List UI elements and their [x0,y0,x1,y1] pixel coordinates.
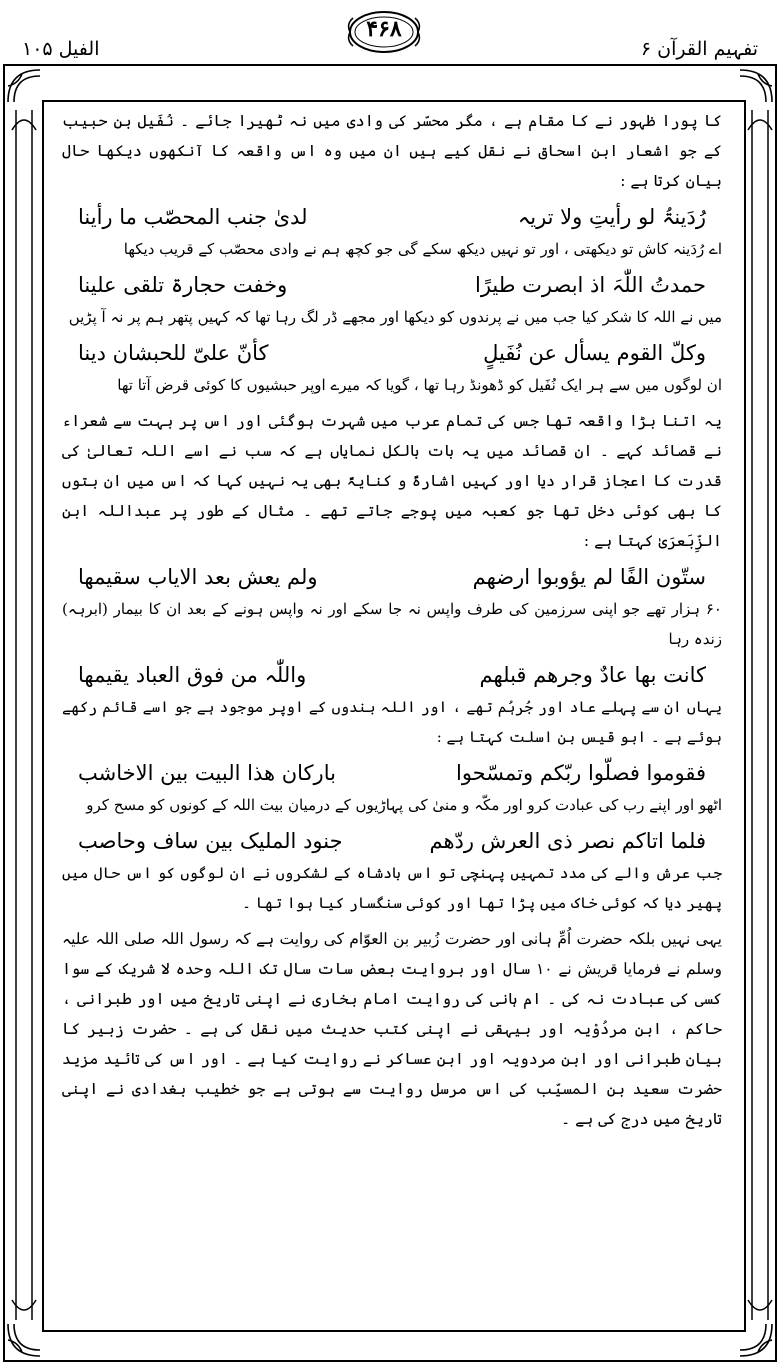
verse-first-half: فلما اتاکم نصر ذی العرش ردّهم [429,829,706,853]
verse-translation: ان لوگوں میں سے ہر ایک نُفَیل کو ڈھونڈ رہا تھا ، گویا کہ میرے اوپر حبشیوں کا کوئی قرض آتا تھا [117,376,722,394]
book-title: تفہیم القرآن ۶ [640,38,758,60]
verse-second-half: باركان هذا البيت بين الاخاشب [78,761,336,785]
verse-translation: اٹھو اور اپنے رب کی عبادت کرو اور مکّہ و منیٰ کی پہاڑیوں کے درمیان بیت اللہ کے کونوں کو مسح کرو [86,796,722,814]
commentary-paragraph: یہ اتنا بڑا واقعہ تھا جس کی تمام عرب میں شہرت ہوگئی اور اس پر بہت سے شعراء نے قصائد کہے ۔ ان قصائد میں یہ بات بالکل نمایاں ہے کہ سب نے اسے اللہ تعالیٰ کی قدرت کا اعجاز قرار دیا اور کہیں اشارۃً و کنایۃً بھی یہ نہیں کہا کہ اس میں ان بتوں کا بھی کوئی دخل تھا جو کعبہ میں پوجے جاتے تھے ۔ مثال کے طور پر عبداللہ ابن الزِّبَعرَیٰ کہتا ہے : [62,412,722,550]
corner-ornament-icon [4,66,44,106]
verse-7 [62,826,722,856]
page-number: ۴۶۸ [366,16,402,42]
page-header [0,0,784,66]
corner-ornament-icon [736,1320,776,1360]
verse-first-half: فقوموا فصلّوا ربّکم وتمسّحوا [455,761,706,785]
verse-first-half: ستّون الفًا لم یؤوبوا ارضهم [472,565,706,589]
verse-5 [62,660,722,690]
surah-title: الفیل ۱۰۵ [22,38,100,60]
verse-first-half: حمدتُ اللّٰہَ اذ ابصرت طیرًا [474,273,706,297]
intro-paragraph: کا پورا ظہور نے کا مقام ہے ، مگر محسّر کی وادی میں نہ ٹھیرا جائے ۔ نُفَیل بن حبیب کے جو اشعار ابن اسحاق نے نقل کیے ہیں ان میں وہ اس واقعہ کا آنکھوں دیکھا حال بیان کرتا ہے : [62,112,722,190]
verse-3 [62,338,722,368]
verse-translation: میں نے اللہ کا شکر کیا جب میں نے پرندوں کو دیکھا اور مجھے ڈر لگ رہا تھا کہ کہیں پتھر ہم پر نہ آ پڑیں [68,308,722,326]
right-column-ornament-icon [746,110,776,1320]
corner-ornament-icon [736,66,776,106]
verse-second-half: ولم یعش بعد الایاب سقیمها [78,565,318,589]
verse-translation: ۶۰ ہزار تھے جو اپنی سرزمین کی طرف واپس نہ جا سکے اور نہ واپس ہونے کے بعد ان کا بیمار (ابرہہ) زندہ رہا [62,600,722,648]
verse-translation: یہاں ان سے پہلے عاد اور جُرہُم تھے ، اور اللہ بندوں کے اوپر موجود ہے جو اسے قائم رکھے ہوئے ہے ۔ ابو قیس بن اسلت کہتا ہے : [62,698,722,746]
left-column-ornament-icon [8,110,38,1320]
verse-4 [62,562,722,592]
verse-2 [62,270,722,300]
closing-paragraph: یہی نہیں بلکہ حضرت اُمِّ ہانی اور حضرت زُبیر بن العوّام کی روایت ہے کہ رسول اللہ صلی اللہ علیہ وسلم نے فرمایا قریش نے ۱۰ سال اور بروایت بعض سات سال تک اللہ وحدہ لا شریک کے سوا کسی کی عبادت نہ کی ۔ ام ہانی کی روایت امام بخاری نے اپنی تاریخ میں اور طبرانی ، حاکم ، ابن مردُوْیہ اور بیہقی نے اپنی کتب حدیث میں نقل کی ہے ۔ حضرت زبیر کا بیان طبرانی اور ابن مردویہ اور ابن عساکر نے روایت کیا ہے ۔ اور اس کی تائید مزید حضرت سعید بن المسیّب کی اس مرسل روایت سے ہوتی ہے جو خطیب بغدادی نے اپنی تاریخ میں درج کی ہے ۔ [62,930,722,1128]
verse-second-half: کأنّ علیّ للحبشان دینا [78,341,269,365]
page-body [62,106,722,1134]
verse-second-half: جنود الملیک بین ساف وحاصب [78,829,343,853]
corner-ornament-icon [4,1320,44,1360]
verse-second-half: وخفت حجارۃ تلقی علینا [78,273,288,297]
verse-second-half: واللّٰہ من فوق العباد یقیمها [78,663,307,687]
verse-first-half: رُدَینۃُ لو رأیتِ ولا تریہ [517,205,706,229]
verse-first-half: کانت بها عادٌ وجرهم قبلهم [479,663,706,687]
verse-translation: جب عرش والے کی مدد تمہیں پہنچی تو اس بادشاہ کے لشکروں نے ان لوگوں کو اس حال میں پھیر دیا کہ کوئی خاک میں پڑا تھا اور کوئی سنگسار کیا ہوا تھا ۔ [62,864,722,912]
verse-6 [62,758,722,788]
page-number-emblem [345,6,423,58]
verse-translation: اے رُدَینہ کاش تو دیکھتی ، اور تو نہیں دیکھ سکے گی جو کچھ ہم نے وادی محصّب کے قریب دیکھا [123,240,722,258]
verse-1 [62,202,722,232]
verse-first-half: وکلّ القوم یسأل عن نُفَیلٍ [483,341,706,365]
verse-second-half: لدیٰ جنب المحصّب ما رأینا [78,205,308,229]
